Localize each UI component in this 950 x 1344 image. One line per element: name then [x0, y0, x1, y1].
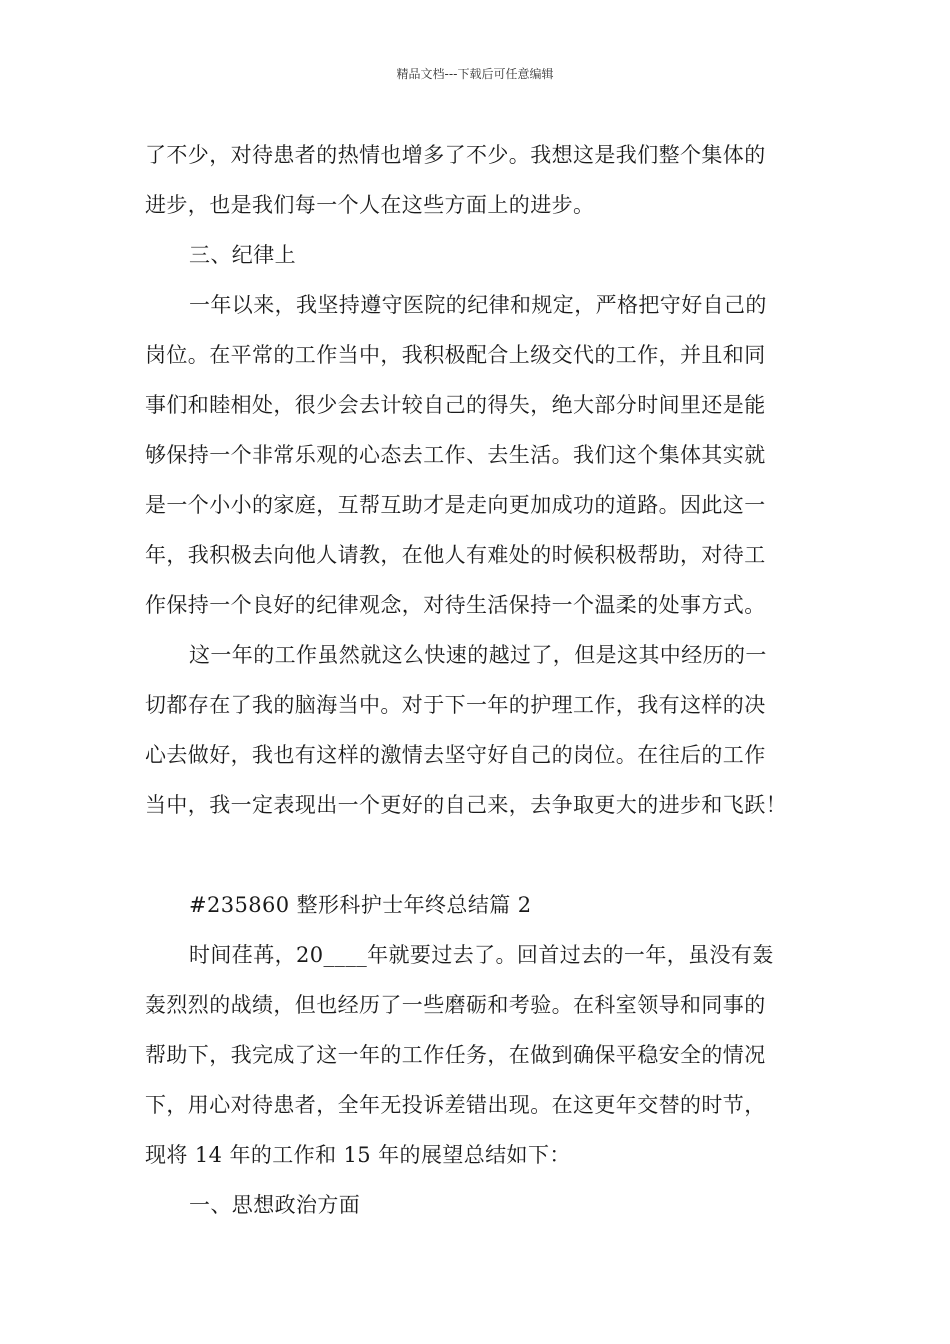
paragraph-line: 事们和睦相处，很少会去计较自己的得失，绝大部分时间里还是能: [145, 393, 766, 417]
paragraph-line: 够保持一个非常乐观的心态去工作、去生活。我们这个集体其实就: [145, 443, 766, 467]
paragraph-line: 下，用心对待患者，全年无投诉差错出现。在这更年交替的时节，: [145, 1093, 766, 1117]
paragraph-line: 是一个小小的家庭，互帮互助才是走向更加成功的道路。因此这一: [145, 493, 766, 517]
blank-line: [145, 830, 807, 880]
paragraph-line: 年，我积极去向他人请教，在他人有难处的时候积极帮助，对待工: [145, 543, 766, 567]
section-heading: 三、纪律上: [189, 243, 296, 267]
paragraph-line: 进步，也是我们每一个人在这些方面上的进步。: [145, 193, 595, 217]
paragraph-line: 时间荏苒，20____年就要过去了。回首过去的一年，虽没有轰: [189, 943, 774, 967]
paragraph-line: 心去做好，我也有这样的激情去坚守好自己的岗位。在往后的工作: [145, 743, 766, 767]
paragraph-line: 帮助下，我完成了这一年的工作任务，在做到确保平稳安全的情况: [145, 1043, 766, 1067]
paragraph-line: 了不少，对待患者的热情也增多了不少。我想这是我们整个集体的: [145, 143, 766, 167]
paragraph-line: 当中，我一定表现出一个更好的自己来，去争取更大的进步和飞跃！: [145, 793, 787, 817]
paragraph-line: 切都存在了我的脑海当中。对于下一年的护理工作，我有这样的决: [145, 693, 766, 717]
paragraph-line: 一年以来，我坚持遵守医院的纪律和规定，严格把守好自己的: [189, 293, 767, 317]
section-heading: 一、思想政治方面: [189, 1193, 361, 1217]
paragraph-line: 岗位。在平常的工作当中，我积极配合上级交代的工作，并且和同: [145, 343, 766, 367]
paragraph-line: 轰烈烈的战绩，但也经历了一些磨砺和考验。在科室领导和同事的: [145, 993, 766, 1017]
paragraph-line: 这一年的工作虽然就这么快速的越过了，但是这其中经历的一: [189, 643, 767, 667]
paragraph-line: 作保持一个良好的纪律观念，对待生活保持一个温柔的处事方式。: [145, 593, 766, 617]
article-title: #235860 整形科护士年终总结篇 2: [189, 893, 532, 917]
paragraph-line: 现将 14 年的工作和 15 年的展望总结如下：: [145, 1143, 571, 1167]
document-body: [145, 130, 807, 1230]
page-header: 精品文档---下载后可任意编辑: [396, 67, 554, 81]
